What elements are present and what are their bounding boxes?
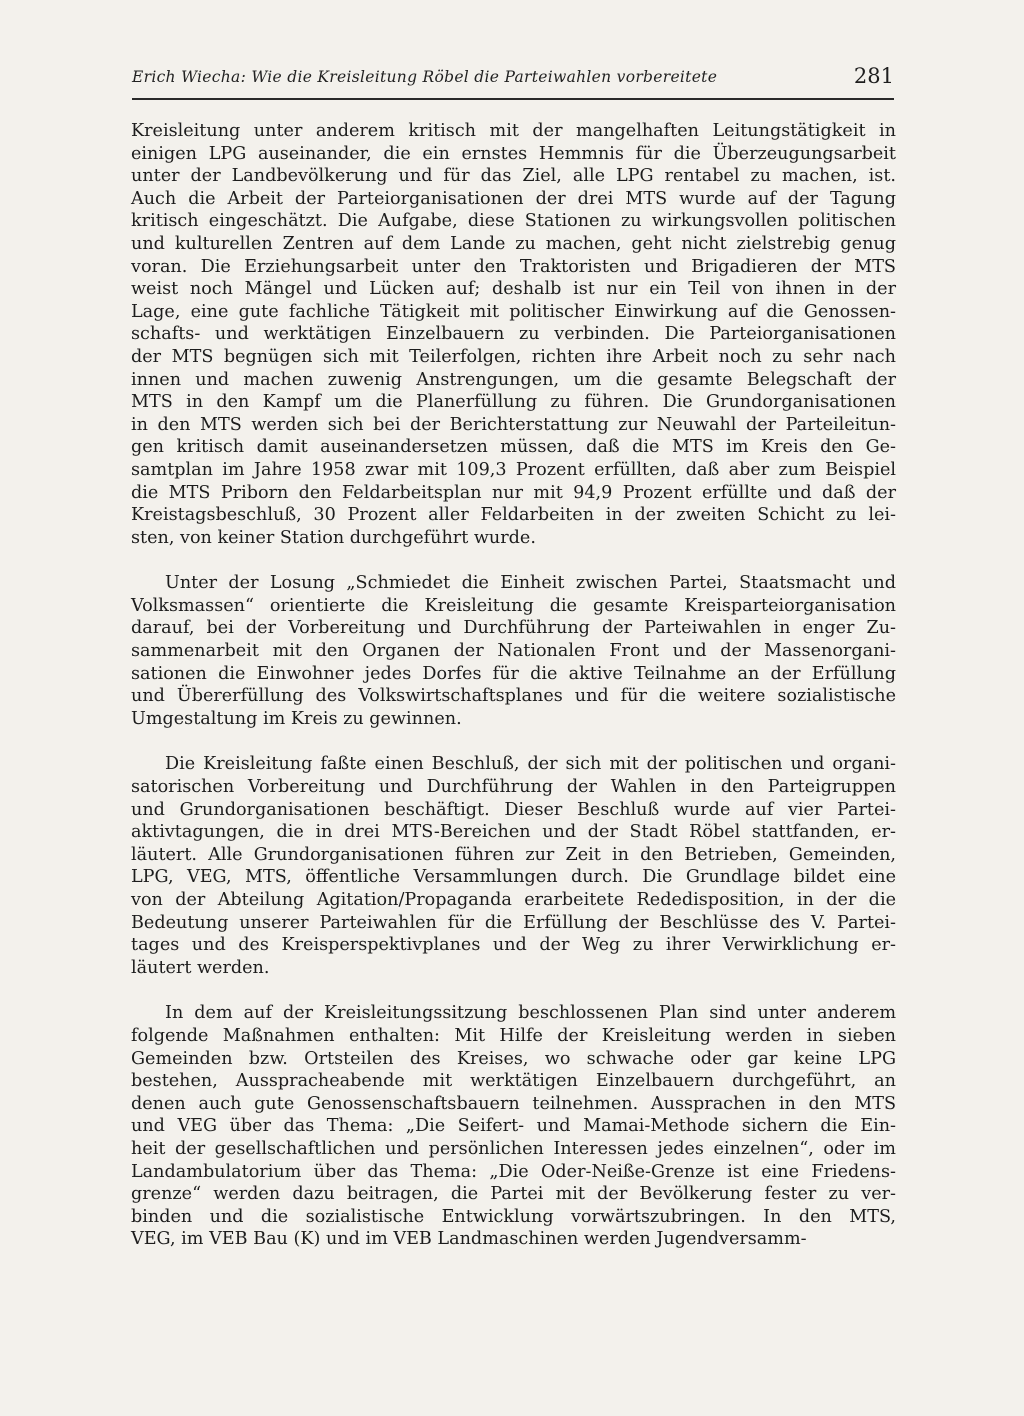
text-line: Auch die Arbeit der Parteiorganisationen der drei MTS wurde auf der Tagung <box>131 188 896 209</box>
text-line: sammenarbeit mit den Organen der Nationalen Front und der Massenorgani- <box>131 641 896 662</box>
text-line: läutert werden. <box>131 957 270 978</box>
text-line: Unter der Losung „Schmiedet die Einheit zwischen Partei, Staatsmacht und <box>165 573 896 594</box>
text-line: In dem auf der Kreisleitungssitzung beschlossenen Plan sind unter anderem <box>165 1003 896 1024</box>
text-line: binden und die sozialistische Entwicklung vorwärtszubringen. In den MTS, <box>131 1206 896 1227</box>
text-line: gen kritisch damit auseinandersetzen müssen, daß die MTS im Kreis den Ge- <box>131 437 896 458</box>
text-line: darauf, bei der Vorbereitung und Durchführung der Parteiwahlen in enger Zu- <box>131 618 896 639</box>
text-line: bestehen, Aussprachеabende mit werktätigen Einzelbauern durchgeführt, an <box>131 1071 896 1092</box>
running-title: Erich Wiecha: Wie die Kreisleitung Röbel die Parteiwahlen vorbereitete <box>132 68 718 86</box>
text-line: der MTS begnügen sich mit Teilerfolgen, richten ihre Arbeit noch zu sehr nach <box>131 346 896 367</box>
text-line: tages und des Kreisperspektivplanes und der Weg zu ihrer Verwirklichung er- <box>131 935 896 956</box>
text-line: Lage, eine gute fachliche Tätigkeit mit politischer Einwirkung auf die Genossen- <box>131 301 896 322</box>
text-line: VEG, im VEB Bau (K) und im VEB Landmaschinen werden Jugendversamm- <box>131 1229 807 1250</box>
text-line: Kreisleitung unter anderem kritisch mit der mangelhaften Leitungstätigkeit in <box>131 121 896 141</box>
text-line: grenze“ werden dazu beitragen, die Partei mit der Bevölkerung fester zu ver- <box>131 1184 896 1205</box>
text-line: die MTS Priborn den Feldarbeitsplan nur mit 94,9 Prozent erfüllte und daß der <box>131 482 896 503</box>
text-line: satorischen Vorbereitung und Durchführung der Wahlen in den Parteigruppen <box>131 777 896 798</box>
text-line: aktivtagungen, die in drei MTS-Bereichen und der Stadt Röbel stattfanden, er- <box>131 822 896 843</box>
text-line: heit der gesellschaftlichen und persönlichen Interessen jedes einzelnen“, oder im <box>131 1138 896 1159</box>
text-line: innen und machen zuwenig Anstrengungen, um die gesamte Belegschaft der <box>131 369 896 390</box>
text-line: und VEG über das Thema: „Die Seifert- und Mamai-Methode sichern die Ein- <box>131 1116 896 1137</box>
text-line: LPG, VEG, MTS, öffentliche Versammlungen durch. Die Grundlage bildet eine <box>131 867 896 888</box>
text-line: Bedeutung unserer Parteiwahlen für die Erfüllung der Beschlüsse des V. Partei- <box>131 912 896 933</box>
text-line: sationen die Einwohner jedes Dorfes für die aktive Teilnahme an der Erfüllung <box>131 663 896 684</box>
text-line: sten, von keiner Station durchgeführt wurde. <box>131 527 536 548</box>
text-line: läutert. Alle Grundorganisationen führen zur Zeit in den Betrieben, Gemeinden, <box>131 844 896 865</box>
text-line: und Übererfüllung des Volkswirtschaftsplanes und für die weitere sozialistische <box>131 686 896 707</box>
text-line: MTS in den Kampf um die Planerfüllung zu führen. Die Grundorganisationen <box>131 392 896 413</box>
body-text <box>131 120 896 1251</box>
text-line: folgende Maßnahmen enthalten: Mit Hilfe der Kreisleitung werden in sieben <box>131 1025 896 1046</box>
text-line: von der Abteilung Agitation/Propaganda erarbeitete Rededisposition, in der die <box>131 890 896 910</box>
text-line: kritisch eingeschätzt. Die Aufgabe, diese Stationen zu wirkungsvollen politischen <box>131 211 896 232</box>
text-line: schafts- und werktätigen Einzelbauern zu verbinden. Die Parteiorganisationen <box>131 324 896 345</box>
text-line: voran. Die Erziehungsarbeit unter den Traktoristen und Brigadieren der MTS <box>131 256 896 277</box>
text-line: samtplan im Jahre 1958 zwar mit 109,3 Prozent erfüllten, daß aber zum Beispiel <box>131 459 896 480</box>
text-line: Landambulatorium über das Thema: „Die Oder-Neiße-Grenze ist eine Friedens- <box>131 1161 896 1182</box>
text-line: Die Kreisleitung faßte einen Beschluß, der sich mit der politischen und organi- <box>165 754 896 775</box>
text-line: einigen LPG auseinander, die ein ernstes Hemmnis für die Überzeugungsarbeit <box>131 143 896 164</box>
text-line: Volksmassen“ orientierte die Kreisleitung die gesamte Kreisparteiorganisation <box>131 595 896 616</box>
text-line: Kreistagsbeschluß, 30 Prozent aller Feldarbeiten in der zweiten Schicht zu lei- <box>131 505 896 526</box>
text-line: und kulturellen Zentren auf dem Lande zu machen, geht nicht zielstrebig genug <box>131 233 896 254</box>
text-line: Umgestaltung im Kreis zu gewinnen. <box>131 708 462 729</box>
text-line: weist noch Mängel und Lücken auf; deshalb ist nur ein Teil von ihnen in der <box>131 279 896 300</box>
text-line: Gemeinden bzw. Ortsteilen des Kreises, wo schwache oder gar keine LPG <box>131 1048 896 1069</box>
page-number: 281 <box>853 64 894 88</box>
text-line: unter der Landbevölkerung und für das Ziel, alle LPG rentabel zu machen, ist. <box>131 166 896 187</box>
text-line: und Grundorganisationen beschäftigt. Dieser Beschluß wurde auf vier Partei- <box>131 799 896 820</box>
text-line: denen auch gute Genossenschaftsbauern teilnehmen. Aussprachen in den MTS <box>131 1093 896 1114</box>
running-header <box>132 64 894 100</box>
text-line: in den MTS werden sich bei der Berichterstattung zur Neuwahl der Parteileitun- <box>131 414 896 435</box>
